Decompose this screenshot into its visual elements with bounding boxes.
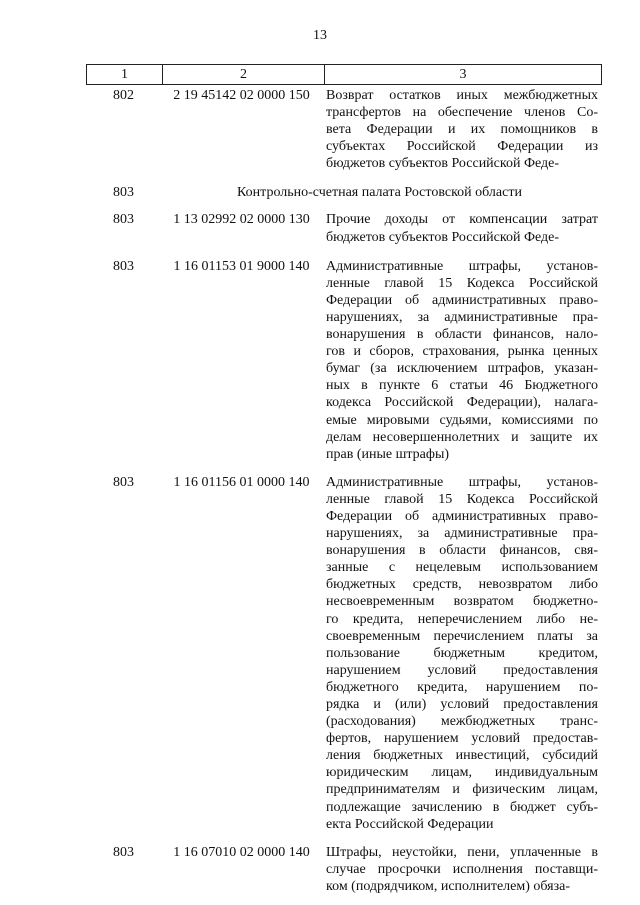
- description-line: вета Федерации и их помощников в: [326, 122, 598, 138]
- revenue-description: [326, 87, 598, 172]
- description-line: подлежащие зачислению в бюджет субъ-: [326, 799, 598, 815]
- table-body: [0, 87, 640, 895]
- budget-classification-code: 1 13 02992 02 0000 130: [173, 212, 310, 228]
- description-line: Административные штрафы, установ-: [326, 258, 598, 274]
- description-line: ленные главой 15 Кодекса Российской: [326, 491, 598, 507]
- description-line: ных в пункте 6 статьи 46 Бюджетного: [326, 378, 598, 394]
- column-header-1: 1: [87, 65, 163, 85]
- table-row: [0, 87, 640, 172]
- page-number: 13: [313, 28, 327, 43]
- description-line: субъектах Российской Федерации из: [326, 139, 598, 155]
- description-line: юридическим лицам, индивидуальным: [326, 765, 598, 781]
- description-line: вонарушения в области финансов, нало-: [326, 327, 598, 343]
- admin-code: 803: [113, 474, 134, 490]
- description-line: трансфертов на обеспечение членов Со-: [326, 105, 598, 121]
- description-line: бюджетного кредита, нарушением по-: [326, 679, 598, 695]
- description-line: кодекса Российской Федерации), налага-: [326, 395, 598, 411]
- column-header-3: 3: [325, 65, 602, 85]
- column-header-2: 2: [163, 65, 325, 85]
- description-line: нарушениях, за административные пра-: [326, 526, 598, 542]
- description-line: Федерации об административных право-: [326, 292, 598, 308]
- description-line: емые мировыми судьями, комиссиями по: [326, 412, 598, 428]
- description-line: рядка и (или) условий предоставления: [326, 697, 598, 712]
- table-header: [86, 64, 602, 85]
- description-line: ком (подрядчиком, исполнителем) обяза-: [326, 878, 570, 894]
- description-line: бюджетных средств, невозвратом либо: [326, 577, 598, 593]
- table-row: [0, 211, 640, 245]
- revenue-description: [326, 258, 598, 463]
- revenue-description: [326, 474, 598, 833]
- description-line: (расходования) межбюджетных транс-: [326, 714, 598, 730]
- description-line: вонарушения в области финансов, свя-: [326, 543, 598, 559]
- organization-title: Контрольно-счетная палата Ростовской области: [237, 185, 522, 201]
- organization-row: [0, 184, 640, 201]
- admin-code: 803: [113, 844, 134, 860]
- description-line: несвоевременным возвратом бюджетно-: [326, 594, 598, 610]
- description-line: делам несовершеннолетних и защите их: [326, 429, 598, 445]
- revenue-description: [326, 844, 598, 895]
- description-line: фертов, нарушением условий предостав-: [326, 731, 598, 747]
- description-line: Административные штрафы, установ-: [326, 474, 598, 490]
- budget-classification-code: 1 16 07010 02 0000 140: [173, 844, 310, 860]
- description-line: случае просрочки исполнения поставщи-: [326, 861, 598, 877]
- description-line: пользование бюджетным кредитом,: [326, 645, 598, 661]
- admin-code: 802: [113, 88, 134, 103]
- description-line: гов и сборов, страхования, рынка ценных: [326, 344, 598, 360]
- description-line: занные с нецелевым использованием: [326, 560, 598, 576]
- description-line: Штрафы, неустойки, пени, уплаченные в: [326, 844, 598, 860]
- description-line: нарушениях, за административные пра-: [326, 309, 598, 325]
- description-line: своевременным перечислением платы за: [326, 628, 598, 644]
- description-line: Прочие доходы от компенсации затрат: [326, 212, 598, 228]
- description-line: бюджетов субъектов Российской Феде-: [326, 229, 560, 245]
- description-line: прав (иные штрафы): [326, 446, 450, 462]
- description-line: Возврат остатков иных межбюджетных: [326, 88, 598, 103]
- description-line: екта Российской Федерации: [326, 816, 494, 832]
- table-row: [0, 844, 640, 895]
- admin-code: 803: [113, 258, 134, 274]
- description-line: бумаг (за исключением штрафов, указан-: [326, 361, 598, 377]
- budget-classification-code: 2 19 45142 02 0000 150: [173, 88, 310, 103]
- description-line: нарушением условий предоставления: [326, 662, 598, 678]
- budget-classification-code: 1 16 01153 01 9000 140: [173, 258, 310, 274]
- admin-code: 803: [113, 212, 134, 228]
- description-line: го кредита, неперечислением либо не-: [326, 611, 598, 627]
- description-line: ленные главой 15 Кодекса Российской: [326, 275, 598, 291]
- revenue-description: [326, 211, 598, 245]
- description-line: предпринимателям и физическим лицам,: [326, 782, 598, 798]
- description-line: ления бюджетных инвестиций, субсидий: [326, 748, 598, 764]
- description-line: бюджетов субъектов Российской Феде-: [326, 156, 560, 172]
- admin-code: 803: [113, 185, 134, 201]
- budget-classification-code: 1 16 01156 01 0000 140: [173, 474, 310, 490]
- description-line: Федерации об административных право-: [326, 508, 598, 524]
- table-row: [0, 258, 640, 463]
- table-row: [0, 474, 640, 833]
